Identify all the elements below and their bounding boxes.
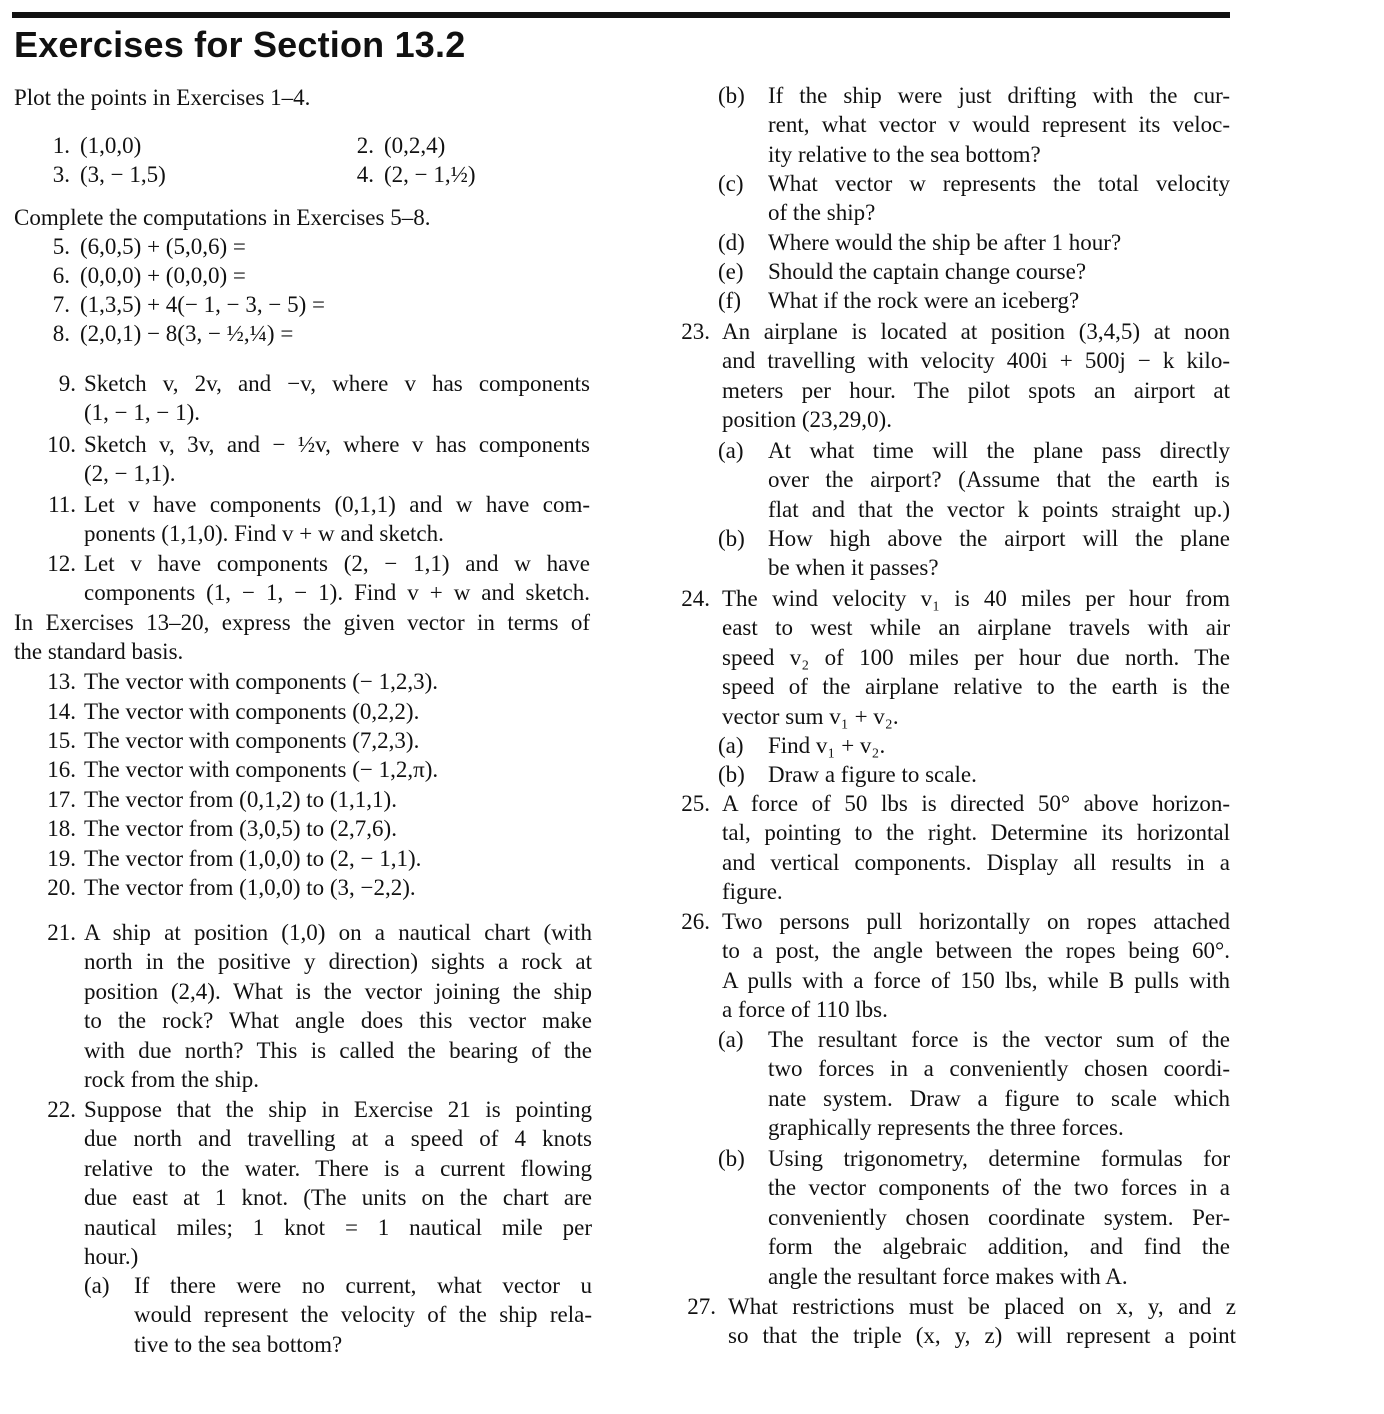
part-line: The resultant force is the vector sum of the (768, 1027, 1230, 1052)
exercise-number: 22. (47, 1097, 76, 1122)
part-line: two forces in a conveniently chosen coordi- (768, 1056, 1230, 1082)
part-label: (a) (718, 733, 744, 758)
section-title: Exercises for Section 13.2 (14, 24, 466, 65)
exercise-text: (6,0,5) + (5,0,6) = (80, 234, 246, 259)
exercise-line: position (23,29,0). (722, 407, 892, 433)
part-label: (b) (718, 526, 745, 551)
exercise-number: 18. (47, 816, 76, 841)
part-label: (c) (718, 171, 744, 196)
exercise-line: position (2,4). What is the vector joining the ship (84, 978, 592, 1004)
exercise-line: Let v have components (0,1,1) and w have com- (84, 492, 590, 517)
part-line: nate system. Draw a figure to scale which (768, 1085, 1230, 1111)
exercise-number: 6. (52, 263, 70, 288)
exercise-line: Sketch v, 2v, and −v, where v has components (84, 371, 590, 396)
exercise-line: speed of the airplane relative to the earth is the (722, 674, 1230, 700)
exercise-line: figure. (722, 879, 783, 905)
exercise-text: The vector with components (0,2,2). (84, 699, 420, 724)
exercise-text: The vector from (0,1,2) to (1,1,1). (84, 787, 397, 812)
exercise-number: 14. (47, 699, 76, 724)
exercise-line: to a post, the angle between the ropes being 60°. (722, 938, 1230, 964)
exercise-number: 10. (47, 432, 76, 457)
exercise-line: ponents (1,1,0). Find v + w and sketch. (84, 521, 444, 547)
part-line: over the airport? (Assume that the earth is (768, 467, 1230, 493)
part-line: What if the rock were an iceberg? (768, 288, 1080, 313)
exercise-line: An airplane is located at position (3,4,5) at noon (722, 319, 1230, 344)
part-label: (d) (718, 230, 745, 255)
part-line: tive to the sea bottom? (134, 1331, 343, 1357)
exercise-text: The vector from (3,0,5) to (2,7,6). (84, 816, 397, 841)
exercise-line: due north and travelling at a speed of 4 knots (84, 1126, 592, 1152)
exercise-line: Sketch v, 3v, and − ½v, where v has components (84, 432, 590, 457)
exercise-number: 23. (681, 319, 710, 344)
part-line: of the ship? (768, 200, 876, 226)
exercise-line: a force of 110 lbs. (722, 997, 888, 1023)
exercise-text: (1,0,0) (80, 133, 142, 158)
exercise-number: 27. (687, 1294, 716, 1319)
exercise-line: A ship at position (1,0) on a nautical chart (with (84, 920, 592, 945)
exercise-number: 21. (47, 920, 76, 945)
intro-line: the standard basis. (14, 639, 184, 665)
part-line: rent, what vector v would represent its veloc- (768, 112, 1230, 138)
exercise-number: 3. (52, 162, 70, 187)
exercise-line: (1, − 1, − 1). (84, 400, 201, 426)
part-label: (a) (84, 1273, 110, 1298)
exercise-line: meters per hour. The pilot spots an airport at (722, 377, 1230, 403)
exercise-number: 8. (52, 321, 70, 346)
exercise-line: north in the positive y direction) sights a rock at (84, 949, 592, 975)
exercise-line: Suppose that the ship in Exercise 21 is pointing (84, 1097, 592, 1122)
exercise-line: speed v₂ of 100 miles per hour due north. The (722, 644, 1230, 670)
part-label: (b) (718, 1146, 745, 1171)
part-label: (a) (718, 1027, 744, 1052)
exercise-number: 26. (681, 909, 710, 934)
exercise-text: The vector with components (− 1,2,3). (84, 669, 439, 694)
part-line: If there were no current, what vector u (134, 1273, 592, 1298)
exercise-number: 20. (47, 875, 76, 900)
exercise-text: The vector from (1,0,0) to (2, − 1,1). (84, 846, 422, 871)
exercise-number: 5. (52, 234, 70, 259)
exercise-line: due east at 1 knot. (The units on the chart are (84, 1185, 592, 1211)
part-line: Draw a figure to scale. (768, 762, 977, 787)
exercise-number: 19. (47, 846, 76, 871)
part-label: (f) (718, 288, 741, 313)
part-line: Where would the ship be after 1 hour? (768, 230, 1122, 255)
exercise-number: 12. (47, 551, 76, 576)
exercise-line: to the rock? What angle does this vector make (84, 1008, 592, 1034)
exercise-number: 16. (47, 757, 76, 782)
part-label: (b) (718, 83, 745, 108)
part-line: angle the resultant force makes with A. (768, 1263, 1128, 1289)
exercise-number: 25. (681, 791, 710, 816)
exercise-line: The wind velocity v₁ is 40 miles per hour from (722, 586, 1230, 611)
top-rule (12, 12, 1230, 18)
intro-basis (14, 608, 590, 667)
exercise-text: The vector from (1,0,0) to (3, −2,2). (84, 875, 416, 900)
exercise-line: A pulls with a force of 150 lbs, while B pulls with (722, 967, 1230, 993)
part-line: Using trigonometry, determine formulas for (768, 1146, 1230, 1171)
part-line: be when it passes? (768, 555, 939, 581)
part-line: would represent the velocity of the ship rela- (134, 1302, 592, 1328)
exercise-line: relative to the water. There is a current flowing (84, 1155, 592, 1181)
exercise-text: (3, − 1,5) (80, 162, 166, 187)
exercise-text: (2,0,1) − 8(3, − ½,¼) = (80, 321, 294, 346)
part-line: Should the captain change course? (768, 259, 1087, 284)
part-line: If the ship were just drifting with the cur- (768, 83, 1230, 108)
intro-compute: Complete the computations in Exercises 5–8. (14, 205, 431, 230)
exercise-number: 13. (47, 669, 76, 694)
exercise-number: 2. (356, 133, 374, 158)
part-line: What vector w represents the total velocity (768, 171, 1230, 196)
exercise-line: east to west while an airplane travels with air (722, 615, 1230, 641)
intro-line: In Exercises 13–20, express the given vector in terms of (14, 610, 590, 635)
exercise-line: What restrictions must be placed on x, y, and z (728, 1294, 1236, 1319)
exercise-number: 7. (52, 292, 70, 317)
part-line: form the algebraic addition, and find the (768, 1234, 1230, 1260)
part-line: At what time will the plane pass directly (768, 438, 1230, 463)
exercise-text: The vector with components (− 1,2,π). (84, 757, 439, 782)
exercise-line: A force of 50 lbs is directed 50° above horizon- (722, 791, 1230, 816)
exercise-text: (0,0,0) + (0,0,0) = (80, 263, 246, 288)
exercise-line: Two persons pull horizontally on ropes attached (722, 909, 1230, 934)
exercise-line: (2, − 1,1). (84, 461, 176, 487)
exercise-number: 11. (48, 492, 76, 517)
part-line: How high above the airport will the plane (768, 526, 1230, 551)
part-line: ity relative to the sea bottom? (768, 141, 1041, 167)
exercise-text: The vector with components (7,2,3). (84, 728, 420, 753)
exercise-number: 9. (58, 371, 76, 396)
part-line: Find v₁ + v₂. (768, 733, 886, 758)
exercise-line: vector sum v₁ + v₂. (722, 703, 899, 729)
exercise-line: with due north? This is called the bearing of the (84, 1037, 592, 1063)
exercise-line: and vertical components. Display all results in a (722, 849, 1230, 875)
exercise-line: so that the triple (x, y, z) will represent a point (728, 1323, 1236, 1349)
exercise-line: and travelling with velocity 400i + 500j − k kilo- (722, 348, 1230, 374)
part-label: (b) (718, 762, 745, 787)
part-line: conveniently chosen coordinate system. Per- (768, 1204, 1230, 1230)
exercise-number: 24. (681, 586, 710, 611)
exercise-number: 1. (52, 133, 70, 158)
exercise-line: components (1, − 1, − 1). Find v + w and sketch. (84, 580, 590, 606)
exercise-text: (1,3,5) + 4(− 1, − 3, − 5) = (80, 292, 325, 317)
exercise-number: 15. (47, 728, 76, 753)
exercise-line: rock from the ship. (84, 1067, 260, 1093)
exercise-line: nautical miles; 1 knot = 1 nautical mile per (84, 1214, 592, 1240)
exercise-line: hour.) (84, 1244, 139, 1270)
exercise-number: 4. (356, 162, 374, 187)
part-line: flat and that the vector k points straight up.) (768, 496, 1230, 522)
exercise-text: (2, − 1,½) (384, 162, 476, 187)
exercise-line: tal, pointing to the right. Determine its horizontal (722, 820, 1230, 846)
exercise-number: 17. (47, 787, 76, 812)
part-line: the vector components of the two forces in a (768, 1175, 1230, 1201)
part-label: (a) (718, 438, 744, 463)
part-label: (e) (718, 259, 744, 284)
exercise-text: (0,2,4) (384, 133, 446, 158)
part-line: graphically represents the three forces. (768, 1115, 1124, 1141)
exercise-line: Let v have components (2, − 1,1) and w have (84, 551, 590, 576)
intro-plot: Plot the points in Exercises 1–4. (14, 85, 311, 110)
